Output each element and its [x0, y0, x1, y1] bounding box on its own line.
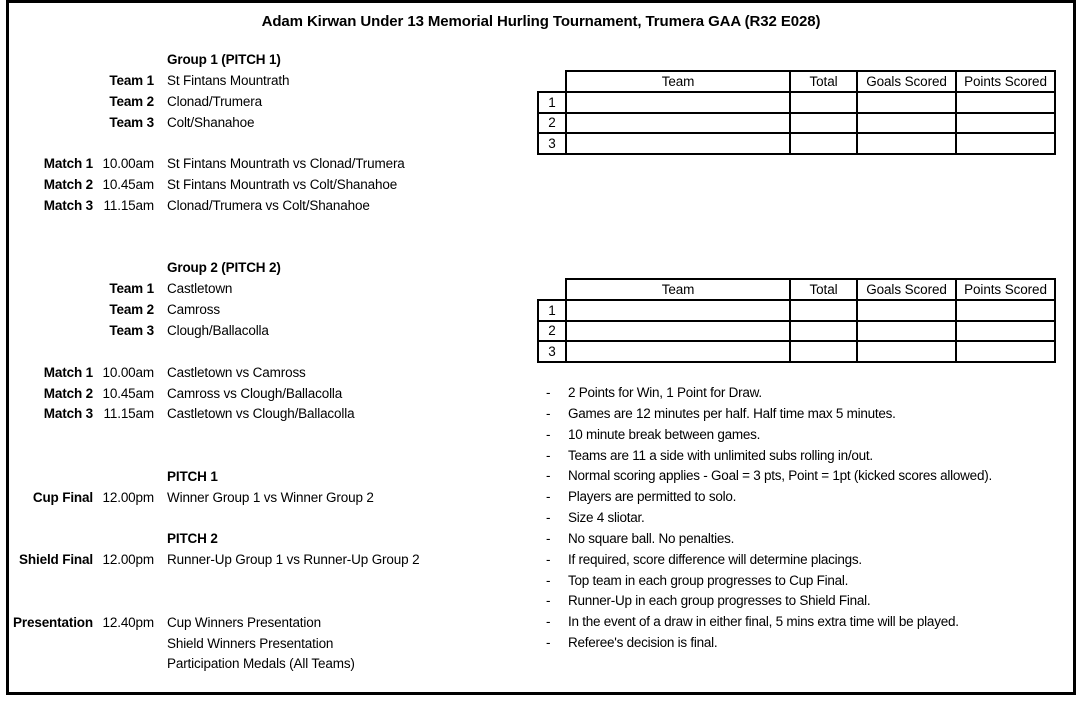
table-corner-spacer: [538, 71, 566, 92]
schedule-time: Team 3: [109, 322, 154, 338]
rule-text: If required, score difference will determine placings.: [568, 551, 862, 567]
schedule-text: Group 2 (PITCH 2): [167, 260, 281, 276]
schedule-text: [154, 509, 537, 530]
schedule-text: Camross: [167, 302, 220, 318]
schedule-text: Winner Group 1 vs Winner Group 2: [167, 489, 374, 505]
schedule-label: [9, 529, 93, 550]
rule-item: [537, 446, 1077, 467]
score-cell: [956, 92, 1055, 113]
score-cell: [857, 341, 956, 362]
rule-item: [537, 466, 1077, 487]
schedule-row: [9, 488, 537, 509]
schedule-label: [9, 509, 93, 530]
schedule-time: [93, 571, 154, 592]
score-cell: [956, 133, 1055, 154]
schedule-row: [9, 384, 537, 405]
score-cell: [790, 341, 857, 362]
schedule-row: [9, 634, 537, 655]
schedule-row: [9, 654, 537, 675]
schedule-time: [93, 654, 154, 675]
column-header: Total: [790, 279, 857, 300]
schedule-label: Presentation: [13, 614, 93, 630]
score-cell: [857, 92, 956, 113]
schedule-row: [9, 363, 537, 384]
schedule-label: [9, 92, 93, 113]
rule-bullet: -: [546, 510, 551, 526]
table-row: [538, 300, 1055, 321]
schedule-text: Clonad/Trumera vs Colt/Shanahoe: [167, 197, 370, 213]
score-cell: [956, 341, 1055, 362]
schedule-label: Match 2: [43, 177, 93, 193]
schedule-text: Camross vs Clough/Ballacolla: [167, 385, 343, 401]
schedule-text: Castletown vs Clough/Ballacolla: [167, 406, 355, 422]
schedule-label: [9, 300, 93, 321]
schedule-row: [9, 509, 537, 530]
schedule-label: [9, 217, 93, 238]
rule-text: Games are 12 minutes per half. Half time max 5 minutes.: [568, 405, 896, 421]
schedule-text: [154, 571, 537, 592]
schedule-label: Match 3: [43, 406, 93, 422]
schedule-time: [93, 634, 154, 655]
schedule-text: Participation Medals (All Teams): [167, 656, 355, 672]
schedule-text: [154, 592, 537, 613]
schedule-time: [93, 50, 154, 71]
schedule-time: 10.00am: [102, 364, 154, 380]
score-cell: [566, 113, 790, 134]
schedule-label: [9, 467, 93, 488]
rule-bullet: -: [546, 635, 551, 651]
schedule-time: Team 1: [109, 72, 154, 88]
schedule-label: [9, 321, 93, 342]
schedule-label: [9, 446, 93, 467]
schedule-time: 11.15am: [103, 406, 154, 422]
schedule-row: [9, 196, 537, 217]
schedule-row: [9, 404, 537, 425]
rules-list: [537, 383, 1077, 654]
score-cell: [566, 300, 790, 321]
schedule-label: Match 3: [43, 197, 93, 213]
schedule-row: [9, 175, 537, 196]
schedule-row: [9, 217, 537, 238]
rule-text: 10 minute break between games.: [568, 426, 761, 442]
rule-item: [537, 404, 1077, 425]
schedule-label: [9, 342, 93, 363]
schedule-text: [154, 133, 537, 154]
schedule-time: 12.40pm: [102, 614, 154, 630]
table-row: [538, 321, 1055, 342]
table-corner-spacer: [538, 279, 566, 300]
rule-text: In the event of a draw in either final, 5 mins extra time will be played.: [568, 614, 959, 630]
rule-item: [537, 550, 1077, 571]
schedule-label: Shield Final: [19, 552, 93, 568]
rule-item: [537, 633, 1077, 654]
schedule-time: 10.45am: [102, 177, 154, 193]
row-number: 2: [538, 113, 566, 134]
rule-text: Size 4 sliotar.: [568, 510, 645, 526]
schedule-row: [9, 446, 537, 467]
schedule-time: Team 1: [109, 281, 154, 297]
schedule-row: [9, 238, 537, 259]
column-header: Team: [566, 279, 790, 300]
schedule-text: Castletown vs Camross: [167, 364, 306, 380]
table-row: [538, 113, 1055, 134]
schedule-time: Team 2: [109, 93, 154, 109]
row-number: 2: [538, 321, 566, 342]
column-header: Team: [566, 71, 790, 92]
schedule-row: [9, 425, 537, 446]
column-header: Goals Scored: [857, 279, 956, 300]
schedule-row: [9, 467, 537, 488]
rule-text: Runner-Up in each group progresses to Shield Final.: [568, 593, 871, 609]
schedule-label: Match 2: [43, 385, 93, 401]
table-row: [538, 341, 1055, 362]
score-cell: [566, 92, 790, 113]
schedule-row: [9, 342, 537, 363]
score-cell: [857, 113, 956, 134]
schedule-label: [9, 425, 93, 446]
schedule-time: 12.00pm: [102, 489, 154, 505]
column-header: Points Scored: [956, 279, 1055, 300]
rule-text: Top team in each group progresses to Cup Final.: [568, 572, 849, 588]
score-cell: [857, 133, 956, 154]
score-cell: [566, 133, 790, 154]
schedule-label: [9, 654, 93, 675]
rule-item: [537, 425, 1077, 446]
schedule-text: [154, 217, 537, 238]
schedule-row: [9, 613, 537, 634]
score-cell: [566, 321, 790, 342]
schedule-row: [9, 300, 537, 321]
schedule-row: [9, 529, 537, 550]
schedule-text: [154, 238, 537, 259]
rule-bullet: -: [546, 385, 551, 400]
schedule-text: St Fintans Mountrath: [167, 72, 290, 88]
schedule-label: [9, 238, 93, 259]
rule-text: Teams are 11 a side with unlimited subs rolling in/out.: [568, 447, 873, 463]
score-cell: [790, 321, 857, 342]
schedule-text: Clough/Ballacolla: [167, 322, 269, 338]
column-header: Points Scored: [956, 71, 1055, 92]
schedule-label: [9, 50, 93, 71]
group2-score-table: [537, 278, 1056, 363]
schedule-time: Team 2: [109, 302, 154, 318]
schedule-text: St Fintans Mountrath vs Clonad/Trumera: [167, 156, 405, 172]
schedule-text: [154, 342, 537, 363]
score-cell: [790, 133, 857, 154]
row-number: 3: [538, 341, 566, 362]
schedule-label: [9, 71, 93, 92]
schedule-time: [93, 258, 154, 279]
schedule-column: [9, 50, 537, 675]
column-header: Goals Scored: [857, 71, 956, 92]
rule-bullet: -: [546, 614, 551, 630]
column-header: Total: [790, 71, 857, 92]
schedule-time: [93, 342, 154, 363]
schedule-row: [9, 154, 537, 175]
schedule-time: 11.15am: [103, 197, 154, 213]
rule-bullet: -: [546, 405, 551, 421]
schedule-text: Group 1 (PITCH 1): [167, 52, 281, 67]
schedule-time: 10.45am: [102, 385, 154, 401]
group1-score-table: [537, 70, 1056, 155]
rule-text: Players are permitted to solo.: [568, 489, 737, 505]
rule-item: [537, 383, 1077, 404]
rule-bullet: -: [546, 572, 551, 588]
schedule-text: Shield Winners Presentation: [167, 635, 334, 651]
table-row: [538, 133, 1055, 154]
schedule-time: [93, 217, 154, 238]
score-cell: [566, 341, 790, 362]
schedule-label: Match 1: [43, 156, 93, 172]
schedule-label: [9, 279, 93, 300]
schedule-row: [9, 133, 537, 154]
schedule-time: Team 3: [109, 114, 154, 130]
schedule-text: Runner-Up Group 1 vs Runner-Up Group 2: [167, 552, 420, 568]
schedule-text: PITCH 2: [167, 531, 218, 547]
rule-bullet: -: [546, 468, 551, 484]
rule-item: [537, 487, 1077, 508]
score-cell: [790, 113, 857, 134]
score-cell: [790, 300, 857, 321]
schedule-row: [9, 92, 537, 113]
schedule-text: Cup Winners Presentation: [167, 614, 321, 630]
rule-bullet: -: [546, 530, 551, 546]
rule-bullet: -: [546, 593, 551, 609]
table-row: [538, 92, 1055, 113]
schedule-label: [9, 113, 93, 134]
schedule-time: [93, 467, 154, 488]
schedule-row: [9, 571, 537, 592]
score-cell: [857, 321, 956, 342]
schedule-row: [9, 321, 537, 342]
schedule-row: [9, 50, 537, 71]
rule-bullet: -: [546, 447, 551, 463]
row-number: 1: [538, 92, 566, 113]
schedule-text: [154, 425, 537, 446]
schedule-label: [9, 634, 93, 655]
rule-bullet: -: [546, 489, 551, 505]
schedule-text: PITCH 1: [167, 468, 218, 484]
schedule-row: [9, 113, 537, 134]
page-title: Adam Kirwan Under 13 Memorial Hurling Tournament, Trumera GAA (R32 E028): [261, 13, 821, 30]
schedule-time: 10.00am: [102, 156, 154, 172]
rule-text: Normal scoring applies - Goal = 3 pts, Point = 1pt (kicked scores allowed).: [568, 468, 992, 484]
score-cell: [857, 300, 956, 321]
rule-bullet: -: [546, 551, 551, 567]
schedule-label: [9, 258, 93, 279]
schedule-label: [9, 592, 93, 613]
schedule-row: [9, 71, 537, 92]
schedule-label: [9, 571, 93, 592]
rule-item: [537, 571, 1077, 592]
schedule-label: Cup Final: [32, 489, 93, 505]
schedule-time: [93, 529, 154, 550]
rule-item: [537, 508, 1077, 529]
schedule-text: Castletown: [167, 281, 233, 297]
schedule-text: St Fintans Mountrath vs Colt/Shanahoe: [167, 177, 398, 193]
schedule-text: Clonad/Trumera: [167, 93, 262, 109]
rule-item: [537, 529, 1077, 550]
schedule-row: [9, 258, 537, 279]
score-cell: [790, 92, 857, 113]
rule-text: Referee's decision is final.: [568, 635, 718, 651]
schedule-time: [93, 446, 154, 467]
schedule-label: [9, 133, 93, 154]
schedule-time: 12.00pm: [102, 552, 154, 568]
schedule-row: [9, 550, 537, 571]
rule-text: No square ball. No penalties.: [568, 530, 735, 546]
schedule-time: [93, 509, 154, 530]
schedule-text: Colt/Shanahoe: [167, 114, 255, 130]
schedule-text: [154, 446, 537, 467]
schedule-row: [9, 279, 537, 300]
schedule-row: [9, 592, 537, 613]
rule-item: [537, 591, 1077, 612]
schedule-time: [93, 592, 154, 613]
schedule-time: [93, 425, 154, 446]
rule-bullet: -: [546, 426, 551, 442]
row-number: 1: [538, 300, 566, 321]
score-cell: [956, 321, 1055, 342]
rule-text: 2 Points for Win, 1 Point for Draw.: [568, 385, 762, 400]
schedule-label: Match 1: [43, 364, 93, 380]
schedule-time: [93, 133, 154, 154]
row-number: 3: [538, 133, 566, 154]
schedule-time: [93, 238, 154, 259]
score-cell: [956, 300, 1055, 321]
score-cell: [956, 113, 1055, 134]
rule-item: [537, 612, 1077, 633]
